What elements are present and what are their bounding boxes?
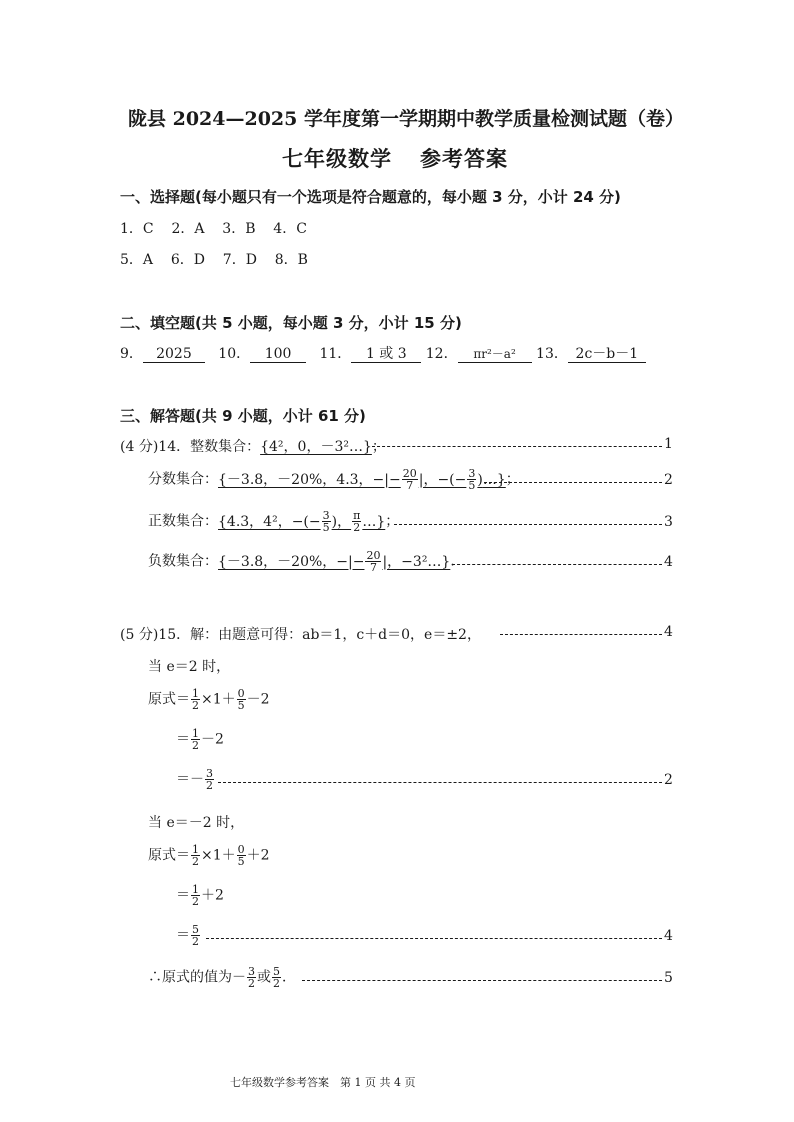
equals-minus: ＝－ <box>176 771 204 788</box>
case2-expression <box>148 844 270 867</box>
score-leader <box>394 524 662 525</box>
score-mark: 4 <box>664 928 673 944</box>
fill-num: 12． <box>425 346 458 362</box>
operator: ×1＋ <box>201 847 236 864</box>
denominator: 2 <box>192 739 199 752</box>
fraction-20-7 <box>365 550 381 573</box>
expression-label: 原式＝ <box>148 691 190 708</box>
score-leader <box>206 938 662 939</box>
choice-answer: 5．A <box>120 252 154 268</box>
fraction-1-2 <box>191 844 200 867</box>
case2-result <box>176 924 201 947</box>
numerator: 5 <box>192 923 199 936</box>
expression-label: 原式＝ <box>148 847 190 864</box>
fill-answer: 2025 <box>143 346 205 363</box>
fill-answer: πr²－a² <box>458 346 532 363</box>
choice-row-1 <box>120 218 307 238</box>
fraction-set-value: {－3.8，－20%，4.3，−|− $\frac{20}{7}$ |，−(− $\frac{3}{5}$ )…} <box>218 467 506 492</box>
denominator: 2 <box>192 935 199 948</box>
score-leader <box>372 446 662 447</box>
operator: －2 <box>246 691 270 708</box>
fraction-set-label: 分数集合： <box>148 471 218 488</box>
denominator: 2 <box>273 977 280 990</box>
fraction-0-5 <box>237 844 246 867</box>
numerator: 1 <box>192 727 199 740</box>
fill-num: 10． <box>218 346 251 362</box>
equals: ＝ <box>176 731 190 748</box>
operator: ＋2 <box>246 847 270 864</box>
q14-integer-line: (4 分)14．整数集合：{4²，0，－3²…}； <box>120 439 386 455</box>
score-mark: 3 <box>664 514 673 530</box>
score-leader <box>218 782 662 783</box>
numerator: 1 <box>192 843 199 856</box>
score-leader <box>500 634 662 635</box>
denominator: 2 <box>192 855 199 868</box>
score-leader <box>452 564 662 565</box>
q15-intro-line <box>120 624 481 644</box>
numerator: 3 <box>468 467 476 480</box>
denominator: 5 <box>322 521 330 534</box>
score-leader <box>302 980 662 981</box>
fraction-20-7 <box>402 468 418 491</box>
score-mark: 2 <box>664 772 673 788</box>
fill-num: 13． <box>536 346 568 362</box>
numerator: π <box>353 509 361 522</box>
case-e-equals-minus-2: 当 e＝－2 时， <box>148 815 245 831</box>
fill-num: 11． <box>319 346 352 362</box>
positive-set-label: 正数集合： <box>148 513 218 530</box>
fraction-0-5 <box>237 688 246 711</box>
choice-answer: 4．C <box>273 221 307 237</box>
score-mark: 4 <box>664 554 673 570</box>
fraction-3-5 <box>467 468 476 491</box>
equals: ＝ <box>176 887 190 904</box>
numerator: 20 <box>402 467 417 480</box>
denominator: 2 <box>353 521 361 534</box>
score-mark: 4 <box>664 624 673 640</box>
fraction-pi-2 <box>352 510 361 533</box>
negative-set-prefix: {－3.8，－20%，−|− <box>218 553 365 570</box>
numerator: 20 <box>366 549 381 562</box>
score-mark: 5 <box>664 970 673 986</box>
case2-step <box>176 884 224 907</box>
fraction-5-2 <box>191 924 200 947</box>
choice-answer: 8．B <box>274 252 308 268</box>
positive-set-suffix: …} <box>362 513 386 530</box>
fraction-3-5 <box>322 510 331 533</box>
fraction-5-2 <box>272 966 281 989</box>
q14-fraction-line: 分数集合：{－3.8，－20%，4.3，−|− $\frac{20}{7}$ |，−(− $\frac{3}{5}$ )…}； <box>148 467 520 492</box>
fill-num: 9． <box>120 346 143 362</box>
fill-blank-row <box>120 343 646 363</box>
numerator: 1 <box>192 687 199 700</box>
fraction-3-2 <box>247 966 256 989</box>
negative-set-label: 负数集合： <box>148 553 218 570</box>
case1-expression <box>148 688 270 711</box>
conclusion-end: ． <box>282 969 296 986</box>
page-footer: 七年级数学参考答案 第 1 页 共 4 页 <box>230 1076 416 1089</box>
case-e-equals-2: 当 e＝2 时， <box>148 659 231 675</box>
score-mark: 1 <box>664 436 673 452</box>
choice-answer: 6．D <box>170 252 205 268</box>
q15-conclusion <box>148 966 296 989</box>
denominator: 5 <box>468 479 476 492</box>
numerator: 1 <box>192 883 199 896</box>
section3-heading: 三、解答题(共 9 小题，小计 61 分) <box>120 407 366 425</box>
positive-set-value: {4.3，4²，−(− $\frac{3}{5}$ )， $\frac{\pi}{2}$ …} <box>218 509 386 534</box>
numerator: 0 <box>237 687 245 700</box>
denominator: 2 <box>248 977 255 990</box>
case1-result <box>176 768 215 791</box>
operator: ＋2 <box>201 887 224 904</box>
denominator: 5 <box>237 855 245 868</box>
denominator: 2 <box>192 699 199 712</box>
fill-answer: 100 <box>250 346 306 363</box>
document-title: 陇县 2024—2025 学年度第一学期期中教学质量检测试题（卷） <box>128 108 684 130</box>
fraction-1-2 <box>191 728 200 751</box>
choice-row-2 <box>120 249 308 269</box>
conclusion-or: 或 <box>257 969 271 986</box>
score-leader <box>484 482 662 483</box>
denominator: 7 <box>406 479 414 492</box>
numerator: 3 <box>206 767 213 780</box>
fraction-1-2 <box>191 688 200 711</box>
denominator: 7 <box>369 561 377 574</box>
conclusion-prefix: ∴原式的值为－ <box>148 969 246 986</box>
fill-answer: 1 或 3 <box>351 346 421 363</box>
choice-answer: 3．B <box>222 221 256 237</box>
fraction-set-suffix: …} <box>482 471 506 488</box>
denominator: 2 <box>206 779 213 792</box>
numerator: 0 <box>237 843 245 856</box>
q14-score: (4 分)14． <box>120 439 191 455</box>
fraction-3-2 <box>205 768 214 791</box>
choice-answer: 1．C <box>120 221 154 237</box>
score-mark: 2 <box>664 472 673 488</box>
subtitle-answers: 参考答案 <box>420 146 508 171</box>
denominator: 2 <box>192 895 199 908</box>
choice-answer: 2．A <box>171 221 205 237</box>
denominator: 5 <box>237 699 245 712</box>
q14-negative-line: 负数集合：{－3.8，－20%，−|− $\frac{20}{7}$ |，−3²…}． <box>148 549 465 574</box>
q15-intro: 解：由题意可得：ab＝1，c＋d＝0，e＝±2， <box>190 627 481 643</box>
operator: －2 <box>201 731 224 748</box>
integer-set-value: {4²，0，－3²…} <box>260 439 372 455</box>
case1-step <box>176 728 224 751</box>
numerator: 3 <box>248 965 255 978</box>
subtitle-grade: 七年级数学 <box>282 146 392 171</box>
integer-set-label: 整数集合： <box>190 439 261 455</box>
operator: ×1＋ <box>201 691 236 708</box>
q15-score: (5 分)15． <box>120 627 191 643</box>
fraction-1-2 <box>191 884 200 907</box>
fill-answer: 2c－b－1 <box>568 346 646 363</box>
choice-answer: 7．D <box>222 252 257 268</box>
section1-heading: 一、选择题(每小题只有一个选项是符合题意的，每小题 3 分，小计 24 分) <box>120 188 621 206</box>
section2-heading: 二、填空题(共 5 小题，每小题 3 分，小计 15 分) <box>120 314 462 332</box>
positive-set-prefix: {4.3，4²，−(− <box>218 513 321 530</box>
negative-set-suffix: |，−3²…} <box>382 553 451 570</box>
numerator: 5 <box>273 965 280 978</box>
equals: ＝ <box>176 927 190 944</box>
numerator: 3 <box>322 509 330 522</box>
fraction-set-prefix: {－3.8，－20%，4.3，−|− <box>218 471 401 488</box>
q14-positive-line: 正数集合：{4.3，4²，−(− $\frac{3}{5}$ )， $\frac{\pi}{2}$ …}； <box>148 509 400 534</box>
